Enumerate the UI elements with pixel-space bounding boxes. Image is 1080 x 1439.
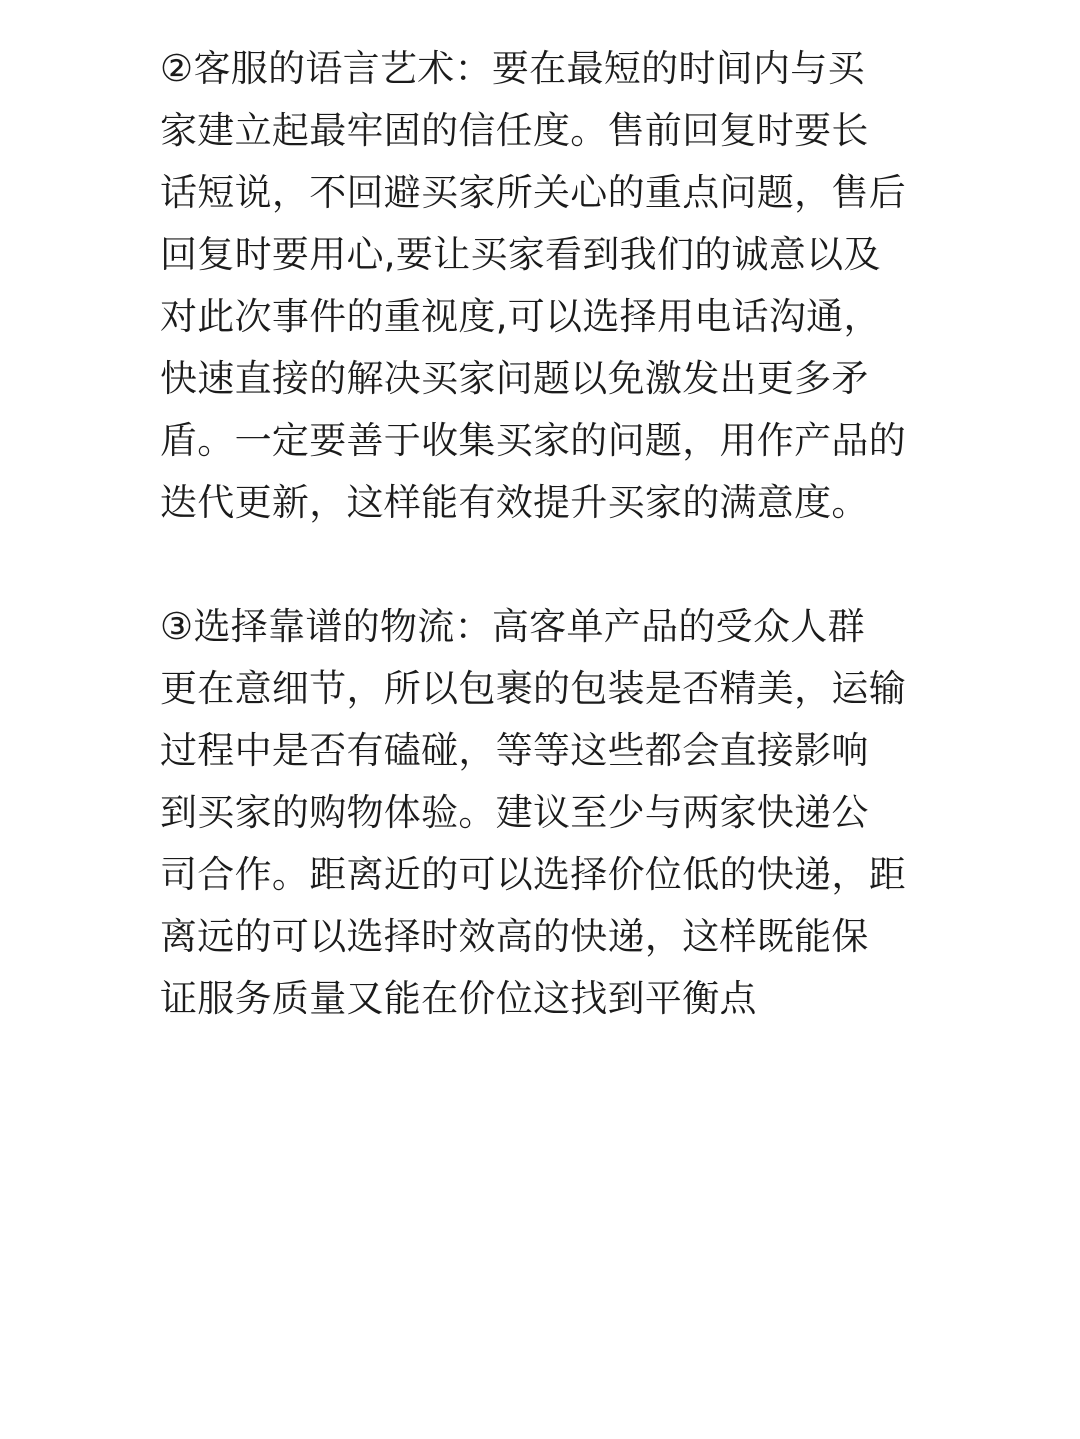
text-line: ③选择靠谱的物流：高客单产品的受众人群: [160, 605, 865, 648]
text-line: ②客服的语言艺术：要在最短的时间内与买: [160, 47, 865, 90]
text-line: 过程中是否有磕碰，等等这些都会直接影响: [160, 729, 869, 772]
text-line: 话短说，不回避买家所关心的重点问题，售后: [160, 171, 906, 214]
text-line: 迭代更新，这样能有效提升买家的满意度。: [160, 481, 869, 524]
text-line: 快速直接的解决买家问题以免激发出更多矛: [160, 357, 869, 400]
text-line: 更在意细节，所以包裹的包装是否精美，运输: [160, 667, 906, 710]
paragraph-reliable-logistics: [160, 596, 930, 1030]
text-line: 证服务质量又能在价位这找到平衡点: [160, 977, 757, 1020]
paragraph-customer-service-language: [160, 38, 930, 534]
text-line: 盾。一定要善于收集买家的问题，用作产品的: [160, 419, 906, 462]
text-line: 离远的可以选择时效高的快递，这样既能保: [160, 915, 869, 958]
text-line: 家建立起最牢固的信任度。售前回复时要长: [160, 109, 869, 152]
text-line: 到买家的购物体验。建议至少与两家快递公: [160, 791, 869, 834]
text-line: 司合作。距离近的可以选择价位低的快递，距: [160, 853, 906, 896]
article-body: [160, 38, 930, 1030]
text-line: 回复时要用心,要让买家看到我们的诚意以及: [160, 233, 881, 276]
text-line: 对此次事件的重视度,可以选择用电话沟通，: [160, 295, 881, 338]
